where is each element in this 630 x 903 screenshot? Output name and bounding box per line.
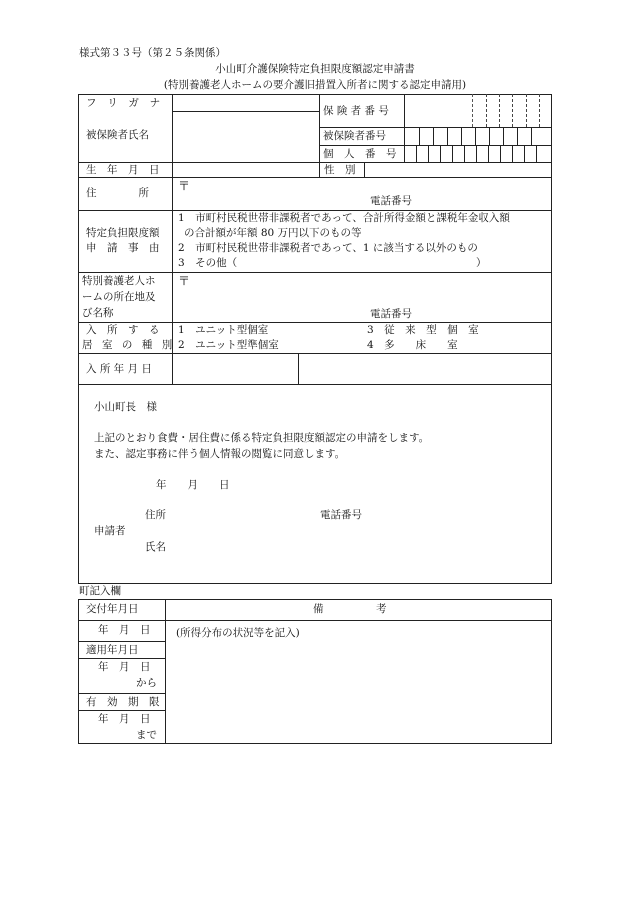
reason-option-3-close: ） bbox=[476, 257, 487, 269]
address-input[interactable] bbox=[190, 179, 550, 209]
facility-phone-label: 電話番号 bbox=[370, 308, 412, 320]
name-input[interactable] bbox=[173, 112, 318, 161]
admission-date-label: 入 所 年 月 日 bbox=[86, 363, 152, 375]
applicant-phone-input[interactable] bbox=[372, 508, 542, 522]
room-option-2[interactable]: 2 ユニット型準個室 bbox=[178, 339, 279, 351]
room-option-1[interactable]: 1 ユニット型個室 bbox=[178, 324, 269, 336]
insured-number-label: 被保険者番号 bbox=[323, 130, 386, 142]
reason-label-2: 申 請 事 由 bbox=[86, 242, 160, 254]
issue-date-value[interactable]: 年 月 日 bbox=[98, 624, 151, 636]
remarks-note: (所得分布の状況等を記入) bbox=[176, 627, 300, 639]
facility-input[interactable] bbox=[190, 274, 550, 320]
reason-other-input[interactable] bbox=[245, 257, 473, 270]
addressee: 小山町長 様 bbox=[94, 401, 157, 413]
room-option-4[interactable]: 4 多 床 室 bbox=[367, 339, 458, 351]
from-label: から bbox=[136, 677, 157, 689]
insurer-number-input[interactable] bbox=[405, 95, 551, 126]
applicant-name-label: 氏名 bbox=[145, 541, 166, 553]
date-line: 年 月 日 bbox=[156, 479, 230, 491]
statement-line-2: また、認定事務に伴う個人情報の閲覧に同意します。 bbox=[94, 448, 346, 460]
applicant-address-input[interactable] bbox=[172, 508, 312, 522]
reason-option-1-line2: の合計額が年額 80 万円以下のもの等 bbox=[184, 227, 362, 239]
sex-input[interactable] bbox=[365, 163, 551, 177]
until-label: まで bbox=[136, 729, 157, 741]
furigana-input[interactable] bbox=[173, 95, 318, 110]
applicant-name-input[interactable] bbox=[172, 540, 372, 554]
facility-postal-mark: 〒 bbox=[178, 274, 191, 288]
statement-line-1: 上記のとおり食費・居住費に係る特定負担限度額認定の申請をします。 bbox=[94, 432, 430, 444]
room-option-3[interactable]: 3 従 来 型 個 室 bbox=[367, 324, 479, 336]
applicant-phone-label: 電話番号 bbox=[320, 509, 362, 521]
facility-label-1: 特別養護老人ホ bbox=[82, 275, 156, 287]
reason-option-3[interactable]: 3 その他（ bbox=[178, 257, 238, 269]
reason-label-1: 特定負担限度額 bbox=[86, 227, 160, 239]
reason-option-1-line1[interactable]: 1 市町村民税世帯非課税者であって、合計所得金額と課税年金収入額 bbox=[178, 212, 510, 224]
address-label: 住 所 bbox=[86, 187, 149, 199]
furigana-label: フ リ ガ ナ bbox=[86, 97, 164, 109]
applicant-label: 申請者 bbox=[94, 525, 126, 537]
facility-label-2: ームの所在地及 bbox=[82, 291, 156, 303]
sex-label: 性 別 bbox=[324, 164, 356, 176]
birthdate-label: 生 年 月 日 bbox=[86, 164, 160, 176]
admission-date-input[interactable] bbox=[173, 354, 297, 383]
name-label: 被保険者氏名 bbox=[86, 129, 149, 141]
issue-date-label: 交付年月日 bbox=[86, 603, 139, 615]
applicable-date-value[interactable]: 年 月 日 bbox=[98, 661, 151, 673]
room-label-1: 入 所 す る bbox=[86, 324, 160, 336]
valid-period-label: 有 効 期 限 bbox=[86, 696, 160, 708]
insured-number-input[interactable] bbox=[405, 128, 551, 144]
valid-period-value[interactable]: 年 月 日 bbox=[98, 713, 151, 725]
room-label-2: 居 室 の 種 別 bbox=[82, 339, 172, 351]
remarks-label: 備 考 bbox=[313, 603, 387, 615]
personal-number-label: 個 人 番 号 bbox=[323, 148, 397, 160]
form-number: 様式第３３号（第２５条関係） bbox=[79, 47, 226, 59]
postal-mark: 〒 bbox=[178, 179, 191, 193]
form-title: 小山町介護保険特定負担限度額認定申請書 bbox=[215, 63, 415, 75]
personal-number-input[interactable] bbox=[405, 146, 551, 161]
remarks-input[interactable] bbox=[167, 645, 550, 741]
address-phone-label: 電話番号 bbox=[370, 195, 412, 207]
admission-note-input[interactable] bbox=[299, 354, 551, 383]
facility-label-3: び名称 bbox=[82, 307, 114, 319]
applicant-address-label: 住所 bbox=[145, 509, 166, 521]
form-subtitle: (特別養護老人ホームの要介護旧措置入所者に関する認定申請用) bbox=[163, 79, 467, 91]
insurer-number-label: 保 険 者 番 号 bbox=[323, 105, 389, 117]
birthdate-input[interactable] bbox=[173, 163, 318, 177]
office-section-title: 町記入欄 bbox=[79, 585, 121, 597]
applicable-date-label: 適用年月日 bbox=[86, 644, 139, 656]
reason-option-2[interactable]: 2 市町村民税世帯非課税者であって、1 に該当する以外のもの bbox=[178, 242, 478, 254]
